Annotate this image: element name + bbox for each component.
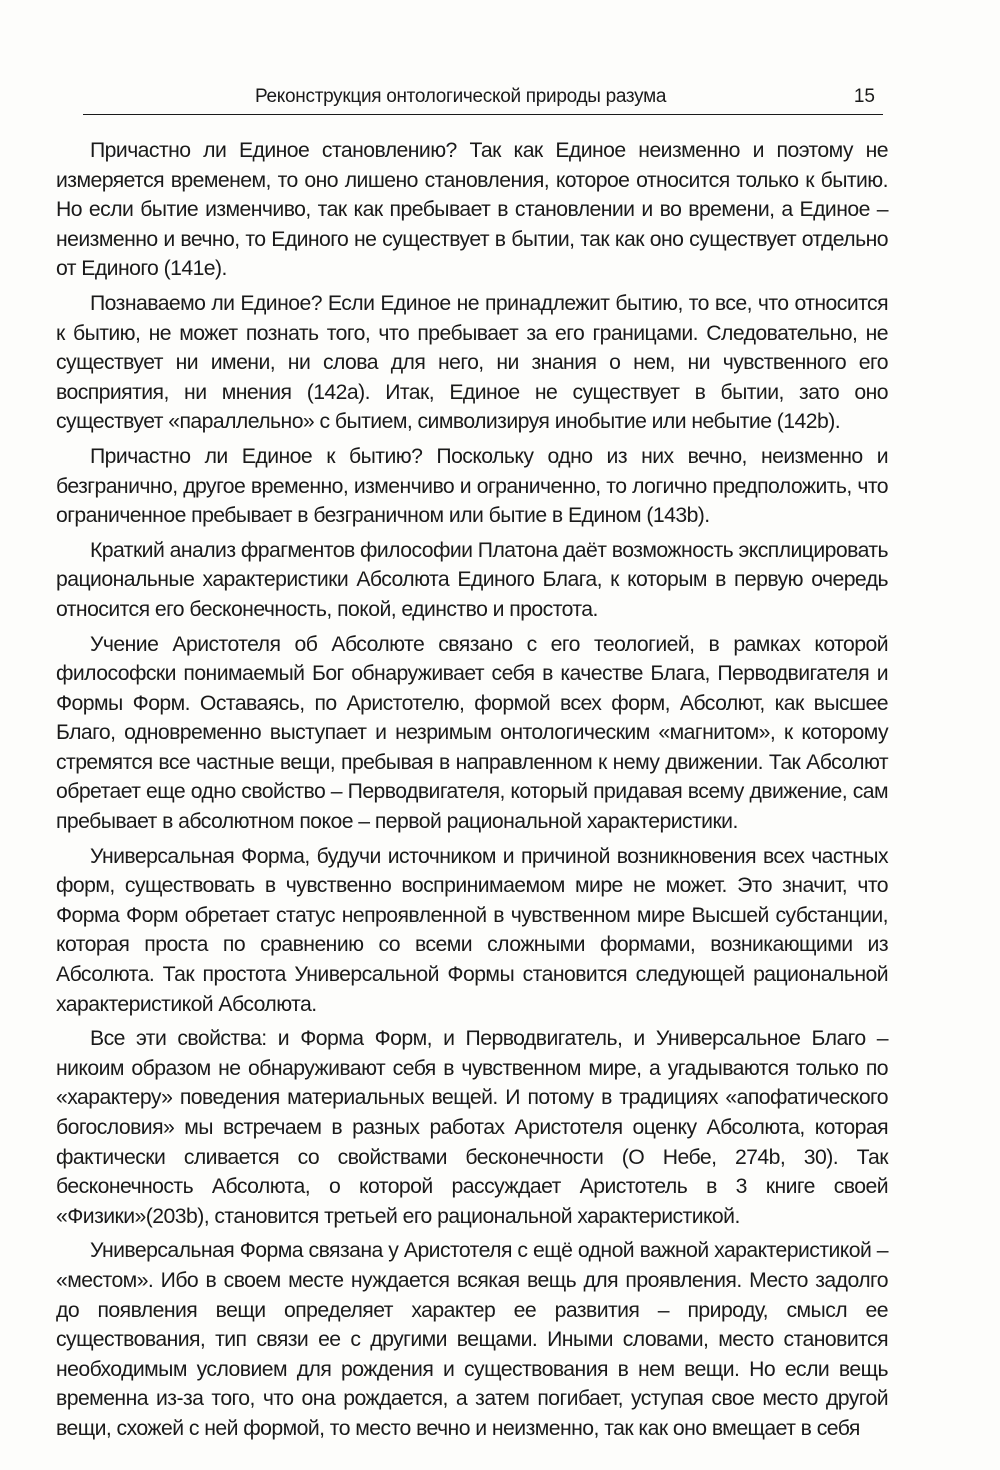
paragraph: Универсальная Форма связана у Аристотеля с ещё одной важной характеристикой – «местом». Ибо в своем месте нуждается всякая вещь для проявления. Место задолго до появления вещи определяет характер ее развития – природу, смысл ее существования, тип связи ее с другими вещами. Иными словами, место становится необходимым условием для рождения и существования в нем вещи. Но если вещь временна из-за того, что она рождается, а затем погибает, уступая свое место другой вещи, схожей с ней формой, то место вечно и неизменно, так как оно вмещает в себя: [56, 1239, 888, 1440]
page-number: 15: [853, 86, 875, 107]
body-text: [56, 136, 888, 1449]
paragraph: Все эти свойства: и Форма Форм, и Перводвигатель, и Универсальное Благо – никоим образом не обнаруживают себя в чувственном мире, а угадываются только по «характеру» поведения материальных вещей. И потому в традициях «апофатического богословия» мы встречаем в разных работах Аристотеля оценку Абсолюта, которая фактически сливается со свойствами бесконечности (О Небе, 274b, 30). Так бесконечность Абсолюта, о которой рассуждает Аристотель в 3 книге своей «Физики»(203b), становится третьей его рациональной характеристикой.: [56, 1027, 888, 1228]
paragraph: Универсальная Форма, будучи источником и причиной возникновения всех частных форм, существовать в чувственно воспринимаемом мире не может. Это значит, что Форма Форм обретает статус непроявленной в чувственном мире Высшей субстанции, которая проста по сравнению со всеми сложными формами, возникающими из Абсолюта. Так простота Универсальной Формы становится следующей рациональной характеристикой Абсолюта.: [56, 844, 888, 1016]
paragraph: Познаваемо ли Единое? Если Единое не принадлежит бытию, то все, что относится к бытию, не может познать того, что пребывает за его границами. Следовательно, не существует ни имени, ни слова для него, ни знания о нем, ни чувственного его восприятия, ни мнения (142a). Итак, Единое не существует в бытии, зато оно существует «параллельно» с бытием, символизируя инобытие или небытие (142b).: [56, 291, 888, 434]
running-header: [83, 82, 883, 115]
paragraph: Причастно ли Единое к бытию? Поскольку одно из них вечно, неизменно и безгранично, другое временно, изменчиво и ограниченно, то логично предположить, что ограниченное пребывает в безграничном или бытие в Едином (143b).: [56, 444, 888, 528]
running-title: Реконструкция онтологической природы разума: [255, 86, 667, 107]
paragraph: Учение Аристотеля об Абсолюте связано с его теологией, в рамках которой философски понимаемый Бог обнаруживает себя в качестве Блага, Перводвигателя и Формы Форм. Оставаясь, по Аристотелю, формой всех форм, Абсолют, как высшее Благо, одновременно выступает и незримым онтологическим «магнитом», к которому стремятся все частные вещи, пребывая в направленном к нему движении. Так Абсолют обретает еще одно свойство – Перводвигателя, который придавая всему движение, сам пребывает в абсолютном покое – первой рациональной характеристики.: [56, 632, 888, 834]
paragraph: Причастно ли Единое становлению? Так как Единое неизменно и поэтому не измеряется временем, то оно лишено становления, которое относится только к бытию. Но если бытие изменчиво, так как пребывает в становлении и во времени, а Единое – неизменно и вечно, то Единого не существует в бытии, так как оно существует отдельно от Единого (141e).: [56, 139, 888, 281]
paragraph: Краткий анализ фрагментов философии Платона даёт возможность эксплицировать рациональные характеристики Абсолюта Единого Блага, к которым в первую очередь относится его бесконечность, покой, единство и простота.: [56, 538, 888, 621]
